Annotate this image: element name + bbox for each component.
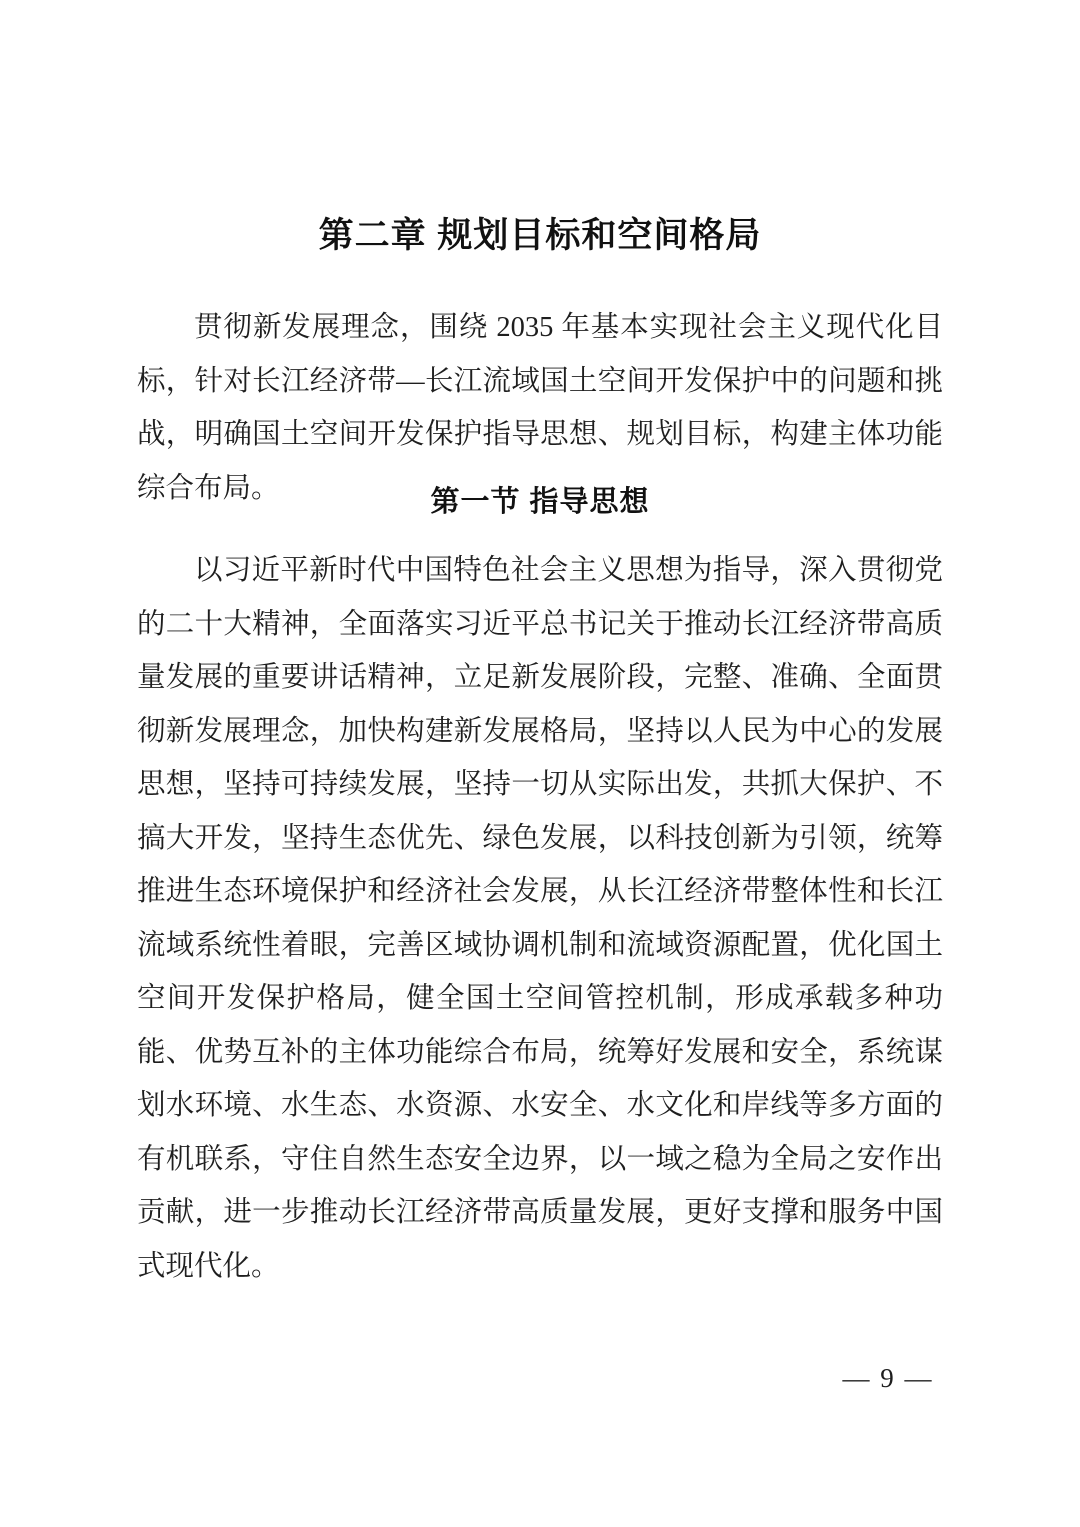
intro-paragraph: 贯彻新发展理念，围绕 2035 年基本实现社会主义现代化目标，针对长江经济带—长江流域国土空间开发保护中的问题和挑战，明确国土空间开发保护指导思想、规划目标，构建主体功能综合布局。 — [137, 312, 943, 504]
section-paragraph: 以习近平新时代中国特色社会主义思想为指导，深入贯彻党的二十大精神，全面落实习近平总书记关于推动长江经济带高质量发展的重要讲话精神，立足新发展阶段，完整、准确、全面贯彻新发展理念，加快构建新发展格局，坚持以人民为中心的发展思想，坚持可持续发展，坚持一切从实际出发，共抓大保护、不搞大开发，坚持生态优先、绿色发展，以科技创新为引领，统筹推进生态环境保护和经济社会发展，从长江经济带整体性和长江流域系统性着眼，完善区域协调机制和流域资源配置，优化国土空间开发保护格局，健全国土空间管控机制，形成承载多种功能、优势互补的主体功能综合布局，统筹好发展和安全，系统谋划水环境、水生态、水资源、水安全、水文化和岸线等多方面的有机联系，守住自然生态安全边界，以一域之稳为全局之安作出贡献，进一步推动长江经济带高质量发展，更好支撑和服务中国式现代化。 — [137, 555, 943, 1282]
chapter-heading: 第二章 规划目标和空间格局 — [318, 216, 762, 255]
page-number: — 9 — — [842, 1363, 934, 1393]
section-heading: 第一节 指导思想 — [430, 486, 650, 518]
